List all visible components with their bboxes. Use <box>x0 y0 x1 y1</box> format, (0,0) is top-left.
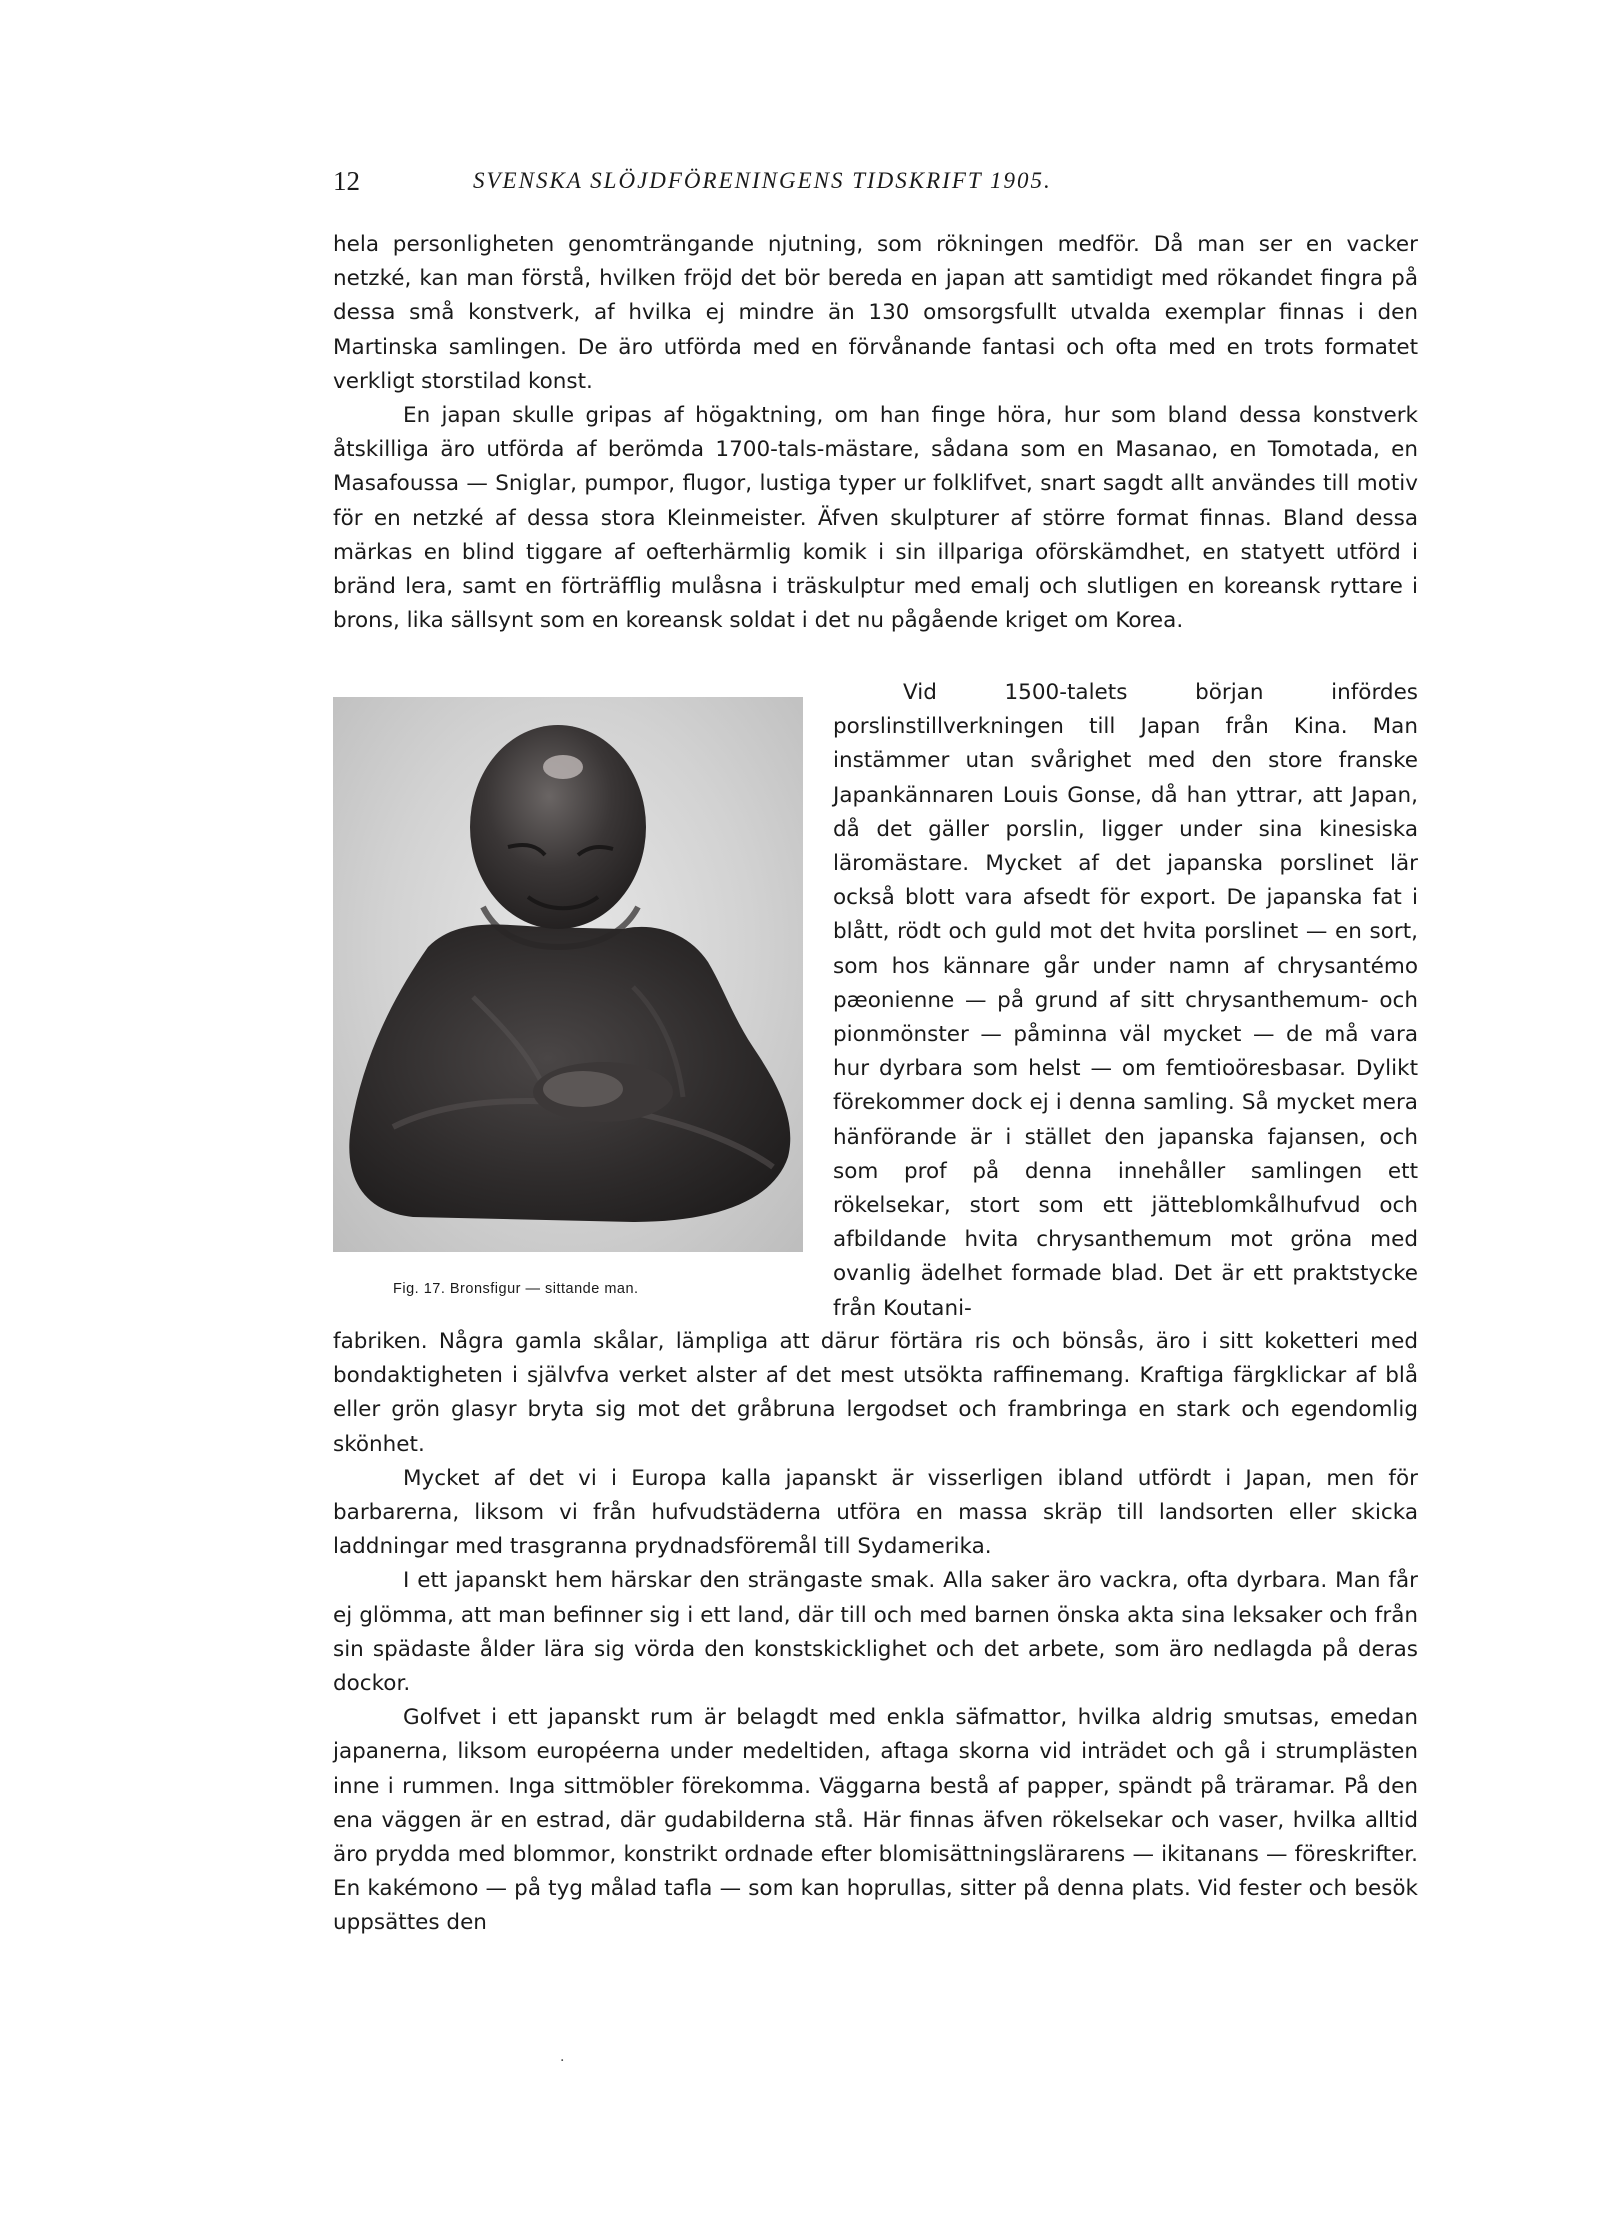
page-number: 12 <box>333 166 360 196</box>
bronze-figure-photo <box>333 697 803 1252</box>
text-block-top <box>333 228 1418 638</box>
paragraph: Vid 1500-talets början infördes porslinstillverkningen till Japan från Kina. Man instämmer utan svårighet med den store franske Japankännaren Louis Gonse, då han yttrar, att Japan, då det gäller porslin, ligger under sina kinesiska läromästare. Mycket af det japanska porslinet lär också blott vara afsedt för export. De japanska fat i blått, rödt och guld mot det hvita porslinet — en sort, som hos kännare går under namn af chrysantémo pæonienne — på grund af sitt chrysanthemum- och pionmönster — påminna väl mycket — de må vara hur dyrbara som helst — om femtioöresbasar. Dylikt förekommer dock ej i denna samling. Så mycket mera hänförande är i stället den japanska fajansen, och som prof på denna innehåller samlingen ett rökelsekar, stort som ett jätteblomkålhufvud och afbildande hvita chrysanthemum mot gröna med ovanlig ädelhet formade blad. Det är ett praktstycke från Koutani- <box>833 680 1418 1321</box>
figure-caption: Fig. 17. Bronsfigur — sittande man. <box>393 1281 639 1297</box>
text-block-side <box>833 676 1418 1326</box>
text-block-bottom <box>333 1325 1418 1941</box>
figure-bronze-figure <box>333 697 803 1297</box>
paragraph: hela personligheten genomträngande njutning, som rökningen medför. Då man ser en vacker netzké, kan man förstå, hvilken fröjd det bör bereda en japan att samtidigt med rökandet fingra på dessa små konstverk, af hvilka ej mindre än 130 omsorgsfullt utvalda exemplar finnas i den Martinska samlingen. De äro utförda med en förvånande fantasi och ofta med en trots formatet verkligt storstilad konst. <box>333 232 1418 394</box>
running-title: SVENSKA SLÖJDFÖRENINGENS TIDSKRIFT 1905. <box>473 168 1052 193</box>
paragraph: Golfvet i ett japanskt rum är belagdt med enkla säfmattor, hvilka aldrig smutsas, emedan japanerna, liksom européerna under medeltiden, aftaga skorna vid inträdet och gå i strumplästen inne i rummen. Inga sittmöbler förekomma. Väggarna bestå af papper, spändt på träramar. På den ena väggen är en estrad, där gudabilderna stå. Här finnas äfven rökelsekar och vaser, hvilka alltid äro prydda med blommor, konstrikt ordnade efter blomisättningslärarens — ikitanans — föreskrifter. En kakémono — på tyg målad tafla — som kan hoprullas, sitter på denna plats. Vid fester och besök uppsättes den <box>333 1705 1418 1936</box>
seated-man-illustration <box>333 697 803 1252</box>
paragraph: Mycket af det vi i Europa kalla japanskt är visserligen ibland utfördt i Japan, men för barbarerna, liksom vi från hufvudstäderna utföra en massa skräp till landsorten eller skicka laddningar med trasgranna prydnadsföremål till Sydamerika. <box>333 1465 1418 1560</box>
stray-mark: · <box>560 2053 565 2069</box>
paragraph: I ett japanskt hem härskar den strängaste smak. Alla saker äro vackra, ofta dyrbara. Man får ej glömma, att man befinner sig i ett land, där till och med barnen önska akta sina leksaker och från sin spädaste ålder lära sig vörda den konstskicklighet och det arbete, som äro nedlagda på deras dockor. <box>333 1568 1418 1697</box>
page-header <box>333 166 1433 206</box>
paragraph: fabriken. Några gamla skålar, lämpliga att därur förtära ris och bönsås, äro i sitt koketteri med bondaktigheten i självfva verket alster af det mest utsökta raffinemang. Kraftiga färgklickar af blå eller grön glasyr bryta sig mot det gråbruna lergodset och frambringa en stark och egendomlig skönhet. <box>333 1329 1418 1457</box>
paragraph: En japan skulle gripas af högaktning, om han finge höra, hur som bland dessa konstverk åtskilliga äro utförda af berömda 1700-tals-mästare, sådana som en Masanao, en Tomotada, en Masafoussa — Sniglar, pumpor, flugor, lustiga typer ur folklifvet, snart sagdt allt användes till motiv för en netzké af dessa stora Kleinmeister. Äfven skulpturer af större format finnas. Bland dessa märkas en blind tiggare af oefterhärmlig komik i sin illpariga oförskämdhet, en statyett utförd i bränd lera, samt en förträfflig mulåsna i träskulptur med emalj och slutligen en koreansk ryttare i brons, lika sällsynt som en koreansk soldat i det nu pågående kriget om Korea. <box>333 403 1418 634</box>
